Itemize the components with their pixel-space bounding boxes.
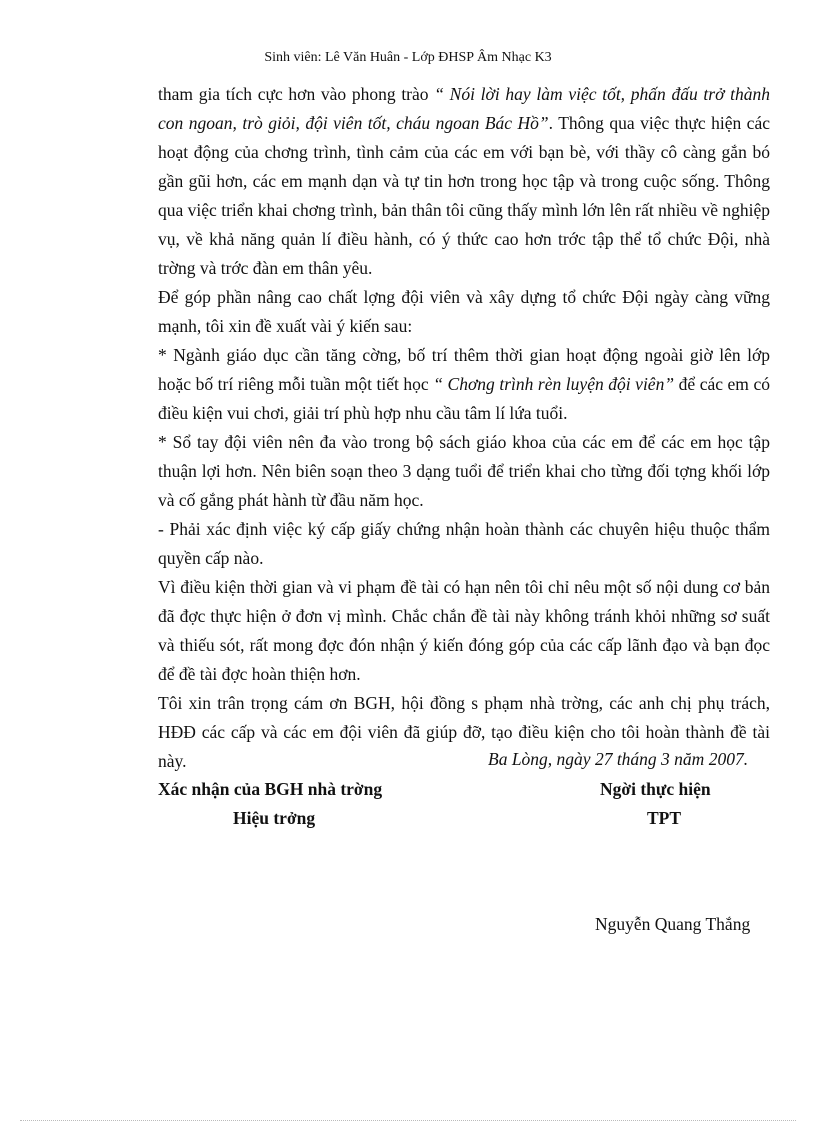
page-header: Sinh viên: Lê Văn Huân - Lớp ĐHSP Âm Nhạc K3 xyxy=(264,50,552,65)
paragraph-4: * Sổ tay đội viên nên đa vào trong bộ sách giáo khoa của các em để các em học tập thuận lợi hơn. Nên biên soạn theo 3 dạng tuổi để triển khai cho từng đối tợng khối lớp và cố gắng phát hành từ đầu năm học. xyxy=(158,432,770,510)
document-body xyxy=(158,80,770,776)
paragraph-1-start: tham gia tích cực hơn vào phong trào xyxy=(158,84,435,104)
paragraph-1 xyxy=(158,80,770,283)
paragraph-5: - Phải xác định việc ký cấp giấy chứng nhận hoàn thành các chuyên hiệu thuộc thẩm quyền cấp nào. xyxy=(158,519,770,568)
bottom-divider xyxy=(20,1120,796,1121)
date-line: Ba Lòng, ngày 27 tháng 3 năm 2007. xyxy=(488,749,749,769)
signer-name: Nguyễn Quang Thắng xyxy=(595,914,751,934)
paragraph-2: Để góp phần nâng cao chất lợng đội viên và xây dựng tổ chức Đội ngày càng vững mạnh, tôi xin đề xuất vài ý kiến sau: xyxy=(158,287,770,336)
paragraph-3-start: * Ngành giáo dục cần tăng cờng, bố trí thêm thời gian hoạt động ngoài giờ lên lớp hoặc bố trí riêng mỗi tuần một tiết học xyxy=(158,345,770,394)
paragraph-1-quote: “ Nói lời hay làm việc tốt, phấn đấu trở thành con ngoan, trò giỏi, đội viên tốt, cháu ngoan Bác Hồ” xyxy=(158,84,770,133)
paragraph-3-end: để các em có điều kiện vui chơi, giải trí phù hợp nhu cầu tâm lí lứa tuổi. xyxy=(158,374,770,423)
paragraph-7: Tôi xin trân trọng cám ơn BGH, hội đồng s phạm nhà trờng, các anh chị phụ trách, HĐĐ các cấp và các em đội viên đã giúp đỡ, tạo điều kiện cho tôi hoàn thành đề tài này. xyxy=(158,693,770,771)
signature-right-subtitle: TPT xyxy=(647,808,682,828)
paragraph-1-end: . Thông qua việc thực hiện các hoạt động của chơng trình, tình cảm của các em với bạn bè, với thầy cô càng gắn bó gần gũi hơn, các em mạnh dạn và tự tin hơn trong học tập và trong cuộc sống. Thông qua việc triển khai chơng trình, bản thân tôi cũng thấy mình lớn lên rất nhiều về nghiệp vụ, về khả năng quản lí điều hành, có ý thức cao hơn trớc tập thể tổ chức Đội, nhà trờng và trớc đàn em thân yêu. xyxy=(158,113,770,278)
signature-right-title: Ngời thực hiện xyxy=(600,779,711,799)
paragraph-3-quote: “ Chơng trình rèn luyện đội viên” xyxy=(433,374,675,394)
signature-left-title: Xác nhận của BGH nhà trờng xyxy=(158,779,383,799)
paragraph-3 xyxy=(158,341,770,428)
paragraph-6: Vì điều kiện thời gian và vi phạm đề tài có hạn nên tôi chỉ nêu một số nội dung cơ bản đã đợc thực hiện ở đơn vị mình. Chắc chắn đề tài này không tránh khỏi những sơ suất và thiếu sót, rất mong đợc đón nhận ý kiến đóng góp của các cấp lãnh đạo và bạn đọc để đề tài đợc hoàn thiện hơn. xyxy=(158,577,770,684)
signature-left-subtitle: Hiệu trởng xyxy=(233,808,316,828)
